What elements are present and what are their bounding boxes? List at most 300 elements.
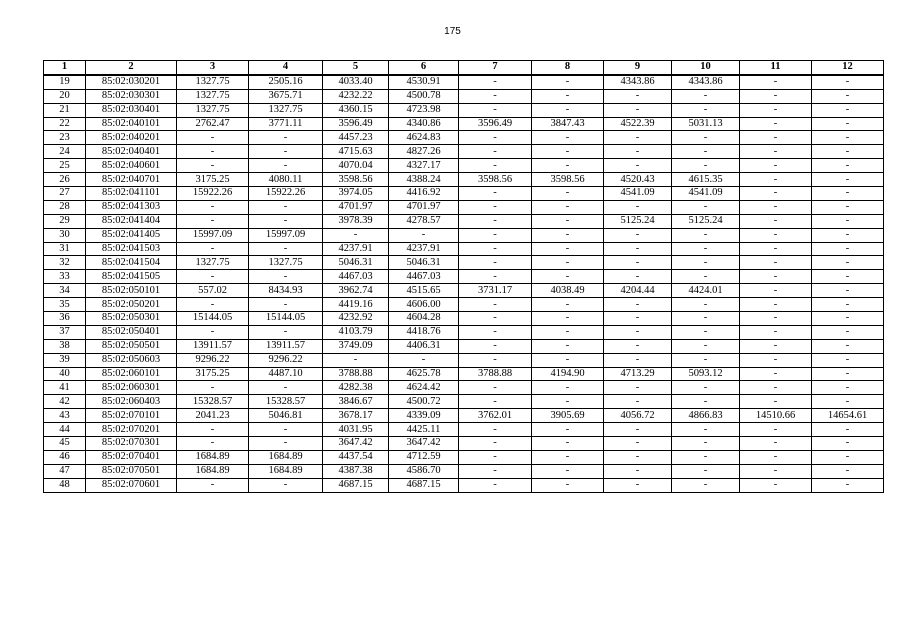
table-cell: - xyxy=(812,103,884,117)
table-cell: 4056.72 xyxy=(604,409,672,423)
table-cell: - xyxy=(249,270,323,284)
table-cell: 4712.59 xyxy=(389,450,459,464)
column-header-7: 7 xyxy=(459,61,532,75)
table-cell: - xyxy=(459,325,532,339)
table-cell: - xyxy=(740,284,812,298)
table-row xyxy=(44,312,884,326)
table-cell: 35 xyxy=(44,298,86,312)
table-cell: - xyxy=(672,423,740,437)
column-header-2: 2 xyxy=(86,61,177,75)
table-cell: 4194.90 xyxy=(532,367,604,381)
table-cell: - xyxy=(177,200,249,214)
table-cell: - xyxy=(532,187,604,201)
table-cell: - xyxy=(812,464,884,478)
table-row xyxy=(44,423,884,437)
table-cell: 9296.22 xyxy=(249,353,323,367)
table-cell: 4687.15 xyxy=(389,478,459,492)
table-cell: 29 xyxy=(44,214,86,228)
table-cell: 85:02:050301 xyxy=(86,312,177,326)
table-cell: 85:02:060101 xyxy=(86,367,177,381)
table-cell: 1327.75 xyxy=(249,103,323,117)
table-cell: 4343.86 xyxy=(672,75,740,89)
table-cell: 5046.81 xyxy=(249,409,323,423)
page-number: 175 xyxy=(444,26,461,37)
table-cell: - xyxy=(812,242,884,256)
table-cell: - xyxy=(672,159,740,173)
table-cell: - xyxy=(459,423,532,437)
table-cell: - xyxy=(532,256,604,270)
table-cell: - xyxy=(740,464,812,478)
table-cell: 1327.75 xyxy=(177,103,249,117)
table-cell: 4237.91 xyxy=(389,242,459,256)
table-cell: 4701.97 xyxy=(323,200,389,214)
table-cell: 3175.25 xyxy=(177,367,249,381)
table-cell: 48 xyxy=(44,478,86,492)
table-cell: 85:02:041503 xyxy=(86,242,177,256)
table-cell: - xyxy=(812,173,884,187)
table-cell: 3647.42 xyxy=(323,437,389,451)
table-cell: 3978.39 xyxy=(323,214,389,228)
table-cell: 4467.03 xyxy=(323,270,389,284)
table-cell: - xyxy=(604,159,672,173)
table-cell: - xyxy=(672,242,740,256)
table-cell: - xyxy=(604,298,672,312)
table-cell: - xyxy=(812,437,884,451)
column-header-8: 8 xyxy=(532,61,604,75)
table-cell: 4457.23 xyxy=(323,131,389,145)
table-cell: 36 xyxy=(44,312,86,326)
table-cell: - xyxy=(459,381,532,395)
table-cell: - xyxy=(459,312,532,326)
table-cell: - xyxy=(812,159,884,173)
table-cell: - xyxy=(672,478,740,492)
table-cell: 15328.57 xyxy=(249,395,323,409)
table-cell: - xyxy=(532,242,604,256)
table-cell: - xyxy=(177,131,249,145)
table-cell: 85:02:070201 xyxy=(86,423,177,437)
table-cell: 21 xyxy=(44,103,86,117)
table-row xyxy=(44,117,884,131)
table-row xyxy=(44,173,884,187)
table-cell: - xyxy=(672,395,740,409)
table-cell: 3675.71 xyxy=(249,89,323,103)
table-cell: - xyxy=(740,75,812,89)
table-cell: - xyxy=(459,298,532,312)
table-cell: 85:02:040101 xyxy=(86,117,177,131)
table-cell: 4033.40 xyxy=(323,75,389,89)
table-cell: - xyxy=(812,75,884,89)
table-cell: - xyxy=(532,145,604,159)
table-cell: - xyxy=(672,131,740,145)
table-cell: - xyxy=(672,381,740,395)
table-cell: - xyxy=(672,353,740,367)
table-cell: - xyxy=(177,214,249,228)
table-cell: - xyxy=(672,437,740,451)
table-cell: - xyxy=(604,423,672,437)
table-cell: - xyxy=(672,145,740,159)
table-cell: 85:02:040701 xyxy=(86,173,177,187)
table-cell: 85:02:070401 xyxy=(86,450,177,464)
table-cell: - xyxy=(459,159,532,173)
table-cell: - xyxy=(459,270,532,284)
table-row xyxy=(44,89,884,103)
table-cell: 4419.16 xyxy=(323,298,389,312)
table-cell: - xyxy=(740,437,812,451)
table-cell: 85:02:040201 xyxy=(86,131,177,145)
table-cell: 2041.23 xyxy=(177,409,249,423)
table-cell: - xyxy=(604,450,672,464)
table-cell: - xyxy=(389,228,459,242)
table-cell: 85:02:070101 xyxy=(86,409,177,423)
table-cell: - xyxy=(532,103,604,117)
table-cell: 85:02:030401 xyxy=(86,103,177,117)
table-cell: 3846.67 xyxy=(323,395,389,409)
table-cell: 4406.31 xyxy=(389,339,459,353)
table-cell: 5093.12 xyxy=(672,367,740,381)
table-cell: 9296.22 xyxy=(177,353,249,367)
table-cell: - xyxy=(459,187,532,201)
table-cell: 4515.65 xyxy=(389,284,459,298)
table-cell: 4418.76 xyxy=(389,325,459,339)
table-cell: - xyxy=(177,423,249,437)
table-cell: 4530.91 xyxy=(389,75,459,89)
table-row xyxy=(44,409,884,423)
table-cell: - xyxy=(812,256,884,270)
table-cell: - xyxy=(740,89,812,103)
table-cell: 1684.89 xyxy=(177,464,249,478)
table-cell: 4038.49 xyxy=(532,284,604,298)
table-cell: 4327.17 xyxy=(389,159,459,173)
table-cell: 3647.42 xyxy=(389,437,459,451)
table-cell: - xyxy=(249,214,323,228)
table-cell: - xyxy=(672,228,740,242)
table-cell: 37 xyxy=(44,325,86,339)
table-cell: 85:02:070601 xyxy=(86,478,177,492)
table-cell: - xyxy=(604,145,672,159)
table-row xyxy=(44,395,884,409)
table-cell: - xyxy=(812,284,884,298)
table-row xyxy=(44,325,884,339)
table-cell: 42 xyxy=(44,395,86,409)
table-cell: - xyxy=(740,450,812,464)
table-cell: - xyxy=(249,381,323,395)
table-cell: - xyxy=(672,339,740,353)
table-cell: 85:02:060301 xyxy=(86,381,177,395)
table-cell: - xyxy=(177,478,249,492)
table-cell: - xyxy=(604,131,672,145)
table-cell: - xyxy=(740,256,812,270)
table-cell: - xyxy=(177,145,249,159)
table-cell: 4437.54 xyxy=(323,450,389,464)
table-cell: - xyxy=(812,187,884,201)
table-cell: 1684.89 xyxy=(177,450,249,464)
table-cell: - xyxy=(740,103,812,117)
table-cell: - xyxy=(532,312,604,326)
table-cell: - xyxy=(459,478,532,492)
table-cell: 1684.89 xyxy=(249,464,323,478)
table-cell: - xyxy=(740,131,812,145)
table-row xyxy=(44,339,884,353)
table-row xyxy=(44,214,884,228)
table-cell: 3731.17 xyxy=(459,284,532,298)
table-cell: 5031.13 xyxy=(672,117,740,131)
table-cell: 3749.09 xyxy=(323,339,389,353)
table-cell: - xyxy=(459,437,532,451)
table-cell: - xyxy=(812,325,884,339)
table-cell: 4340.86 xyxy=(389,117,459,131)
table-cell: 4339.09 xyxy=(389,409,459,423)
table-row xyxy=(44,437,884,451)
table-cell: - xyxy=(459,103,532,117)
table-cell: - xyxy=(812,228,884,242)
table-cell: 33 xyxy=(44,270,86,284)
table-row xyxy=(44,450,884,464)
table-cell: - xyxy=(740,367,812,381)
table-cell: - xyxy=(812,145,884,159)
table-row xyxy=(44,200,884,214)
table-cell: - xyxy=(532,325,604,339)
table-cell: - xyxy=(532,464,604,478)
table-cell: 26 xyxy=(44,173,86,187)
table-cell: - xyxy=(459,464,532,478)
table-cell: 4278.57 xyxy=(389,214,459,228)
table-cell: - xyxy=(532,395,604,409)
table-cell: - xyxy=(812,423,884,437)
table-cell: 38 xyxy=(44,339,86,353)
table-cell: 85:02:050201 xyxy=(86,298,177,312)
table-cell: 85:02:030301 xyxy=(86,89,177,103)
table-cell: 46 xyxy=(44,450,86,464)
table-cell: 4416.92 xyxy=(389,187,459,201)
table-cell: - xyxy=(604,256,672,270)
table-cell: 15997.09 xyxy=(177,228,249,242)
table-cell: 3596.49 xyxy=(459,117,532,131)
table-cell: - xyxy=(249,131,323,145)
table-cell: 4388.24 xyxy=(389,173,459,187)
table-cell: 3788.88 xyxy=(459,367,532,381)
table-cell: - xyxy=(672,256,740,270)
table-cell: - xyxy=(249,423,323,437)
table-cell: 4687.15 xyxy=(323,478,389,492)
table-cell: 4866.83 xyxy=(672,409,740,423)
table-cell: - xyxy=(604,478,672,492)
table-cell: - xyxy=(459,200,532,214)
table-cell: - xyxy=(177,325,249,339)
table-cell: 3762.01 xyxy=(459,409,532,423)
table-cell: 3596.49 xyxy=(323,117,389,131)
table-cell: - xyxy=(177,437,249,451)
table-cell: - xyxy=(459,242,532,256)
table-cell: 14654.61 xyxy=(812,409,884,423)
table-cell: 4282.38 xyxy=(323,381,389,395)
table-cell: - xyxy=(812,89,884,103)
table-cell: - xyxy=(740,298,812,312)
table-cell: 4232.92 xyxy=(323,312,389,326)
table-cell: 4713.29 xyxy=(604,367,672,381)
table-cell: - xyxy=(459,339,532,353)
table-cell: - xyxy=(532,200,604,214)
table-cell: - xyxy=(812,117,884,131)
header-row xyxy=(44,61,884,75)
table-cell: 4387.38 xyxy=(323,464,389,478)
table-cell: - xyxy=(672,200,740,214)
table-cell: 85:02:041404 xyxy=(86,214,177,228)
table-cell: 5125.24 xyxy=(672,214,740,228)
table-cell: - xyxy=(672,298,740,312)
column-header-9: 9 xyxy=(604,61,672,75)
table-cell: 15922.26 xyxy=(177,187,249,201)
table-cell: - xyxy=(177,381,249,395)
table-cell: - xyxy=(812,298,884,312)
table-cell: - xyxy=(323,353,389,367)
table-cell: - xyxy=(812,381,884,395)
table-cell: - xyxy=(323,228,389,242)
table-cell: - xyxy=(740,159,812,173)
table-cell: 3962.74 xyxy=(323,284,389,298)
table-cell: - xyxy=(459,228,532,242)
table-cell: 24 xyxy=(44,145,86,159)
table-cell: - xyxy=(249,298,323,312)
table-cell: - xyxy=(249,159,323,173)
table-cell: 15922.26 xyxy=(249,187,323,201)
table-cell: - xyxy=(672,89,740,103)
column-header-6: 6 xyxy=(389,61,459,75)
table-cell: - xyxy=(740,312,812,326)
table-cell: 5046.31 xyxy=(323,256,389,270)
table-cell: - xyxy=(740,187,812,201)
table-cell: - xyxy=(812,131,884,145)
table-cell: 13911.57 xyxy=(249,339,323,353)
table-row xyxy=(44,145,884,159)
table-cell: 1327.75 xyxy=(177,75,249,89)
table-cell: - xyxy=(740,270,812,284)
table-cell: 25 xyxy=(44,159,86,173)
table-cell: 4615.35 xyxy=(672,173,740,187)
table-cell: - xyxy=(604,437,672,451)
table-cell: - xyxy=(249,325,323,339)
table-cell: 4424.01 xyxy=(672,284,740,298)
table-cell: - xyxy=(459,256,532,270)
table-cell: - xyxy=(459,450,532,464)
table-cell: 2505.16 xyxy=(249,75,323,89)
table-cell: - xyxy=(604,228,672,242)
table-cell: 15144.05 xyxy=(249,312,323,326)
table-cell: - xyxy=(812,200,884,214)
table-cell: - xyxy=(532,75,604,89)
table-cell: 85:02:041303 xyxy=(86,200,177,214)
table-cell: 32 xyxy=(44,256,86,270)
table-cell: - xyxy=(740,353,812,367)
table-cell: - xyxy=(604,270,672,284)
table-cell: - xyxy=(532,381,604,395)
table-cell: 4232.22 xyxy=(323,89,389,103)
table-cell: 85:02:041504 xyxy=(86,256,177,270)
table-cell: 4103.79 xyxy=(323,325,389,339)
table-cell: 19 xyxy=(44,75,86,89)
table-cell: - xyxy=(740,381,812,395)
table-cell: 39 xyxy=(44,353,86,367)
table-cell: 5046.31 xyxy=(389,256,459,270)
table-cell: - xyxy=(532,131,604,145)
table-cell: 4604.28 xyxy=(389,312,459,326)
table-cell: - xyxy=(177,242,249,256)
table-cell: 1327.75 xyxy=(177,256,249,270)
table-cell: 5125.24 xyxy=(604,214,672,228)
table-cell: - xyxy=(249,242,323,256)
table-cell: - xyxy=(604,395,672,409)
table-cell: - xyxy=(532,423,604,437)
table-cell: - xyxy=(532,339,604,353)
table-cell: 4827.26 xyxy=(389,145,459,159)
table-cell: 4237.91 xyxy=(323,242,389,256)
table-cell: 4500.72 xyxy=(389,395,459,409)
table-row xyxy=(44,187,884,201)
table-row xyxy=(44,464,884,478)
table-cell: - xyxy=(459,145,532,159)
table-row xyxy=(44,242,884,256)
table-row xyxy=(44,367,884,381)
table-cell: - xyxy=(532,478,604,492)
table-row xyxy=(44,75,884,89)
table-cell: 4467.03 xyxy=(389,270,459,284)
table-cell: - xyxy=(459,214,532,228)
table-cell: 3847.43 xyxy=(532,117,604,131)
table-cell: - xyxy=(389,353,459,367)
table-cell: - xyxy=(459,131,532,145)
table-row xyxy=(44,298,884,312)
table-cell: 4204.44 xyxy=(604,284,672,298)
table-cell: - xyxy=(740,145,812,159)
table-cell: 8434.93 xyxy=(249,284,323,298)
table-header xyxy=(44,61,884,75)
table-cell: 4520.43 xyxy=(604,173,672,187)
table-cell: 3678.17 xyxy=(323,409,389,423)
table-cell: - xyxy=(672,270,740,284)
table-cell: - xyxy=(672,312,740,326)
table-cell: - xyxy=(249,145,323,159)
table-cell: - xyxy=(672,325,740,339)
table-cell: - xyxy=(249,437,323,451)
table-cell: - xyxy=(740,228,812,242)
table-cell: 14510.66 xyxy=(740,409,812,423)
table-cell: - xyxy=(740,478,812,492)
table-cell: 85:02:040601 xyxy=(86,159,177,173)
table-cell: 85:02:030201 xyxy=(86,75,177,89)
table-row xyxy=(44,131,884,145)
table-cell: - xyxy=(812,214,884,228)
table-cell: 4624.42 xyxy=(389,381,459,395)
table-cell: - xyxy=(532,270,604,284)
table-cell: 85:02:050603 xyxy=(86,353,177,367)
table-cell: 4487.10 xyxy=(249,367,323,381)
table-cell: - xyxy=(812,353,884,367)
table-cell: - xyxy=(459,353,532,367)
table-cell: 4080.11 xyxy=(249,173,323,187)
table-cell: - xyxy=(532,159,604,173)
table-cell: - xyxy=(812,478,884,492)
table-cell: - xyxy=(740,242,812,256)
column-header-5: 5 xyxy=(323,61,389,75)
table-cell: 85:02:050401 xyxy=(86,325,177,339)
table-cell: - xyxy=(532,228,604,242)
table-cell: - xyxy=(740,214,812,228)
table-cell: 43 xyxy=(44,409,86,423)
table-cell: 4360.15 xyxy=(323,103,389,117)
table-cell: - xyxy=(249,200,323,214)
table-cell: - xyxy=(177,159,249,173)
table-cell: 4541.09 xyxy=(672,187,740,201)
table-cell: - xyxy=(177,270,249,284)
